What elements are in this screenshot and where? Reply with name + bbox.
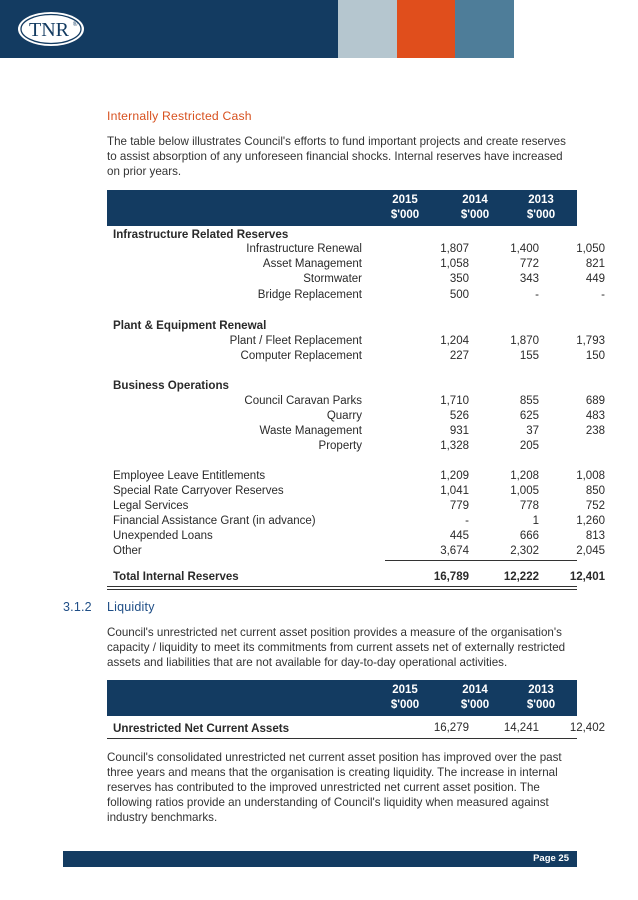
total-2015: 16,789 bbox=[433, 571, 469, 583]
table-row bbox=[107, 272, 605, 287]
intro-line: The table below illustrates Council's efforts to fund important projects and create reserves bbox=[107, 135, 566, 148]
cell-2013: 813 bbox=[585, 530, 605, 542]
row-label: Computer Replacement bbox=[240, 350, 362, 362]
cell-2013: 1,050 bbox=[576, 243, 605, 255]
cell-2014: 625 bbox=[519, 410, 539, 422]
para-line: following ratios provide an understanding of Council's liquidity when measured against bbox=[107, 796, 549, 809]
col-year: 2015 bbox=[392, 194, 418, 206]
table-row bbox=[107, 349, 605, 364]
row-label: Financial Assistance Grant (in advance) bbox=[113, 515, 316, 527]
table-row bbox=[107, 499, 605, 514]
col-year: 2014 bbox=[462, 684, 488, 696]
cell-2013: 689 bbox=[585, 395, 605, 407]
col-2015 bbox=[375, 683, 435, 713]
cell-2014: 772 bbox=[519, 258, 539, 270]
table-row bbox=[107, 439, 577, 454]
reserves-table-header bbox=[107, 190, 577, 226]
cell-2015: 350 bbox=[449, 273, 469, 285]
cell-2015: 1,710 bbox=[440, 395, 469, 407]
cell-2014: 1,005 bbox=[510, 485, 539, 497]
group-title-row bbox=[107, 318, 577, 333]
total-2014: 12,222 bbox=[503, 571, 539, 583]
total-row bbox=[107, 570, 605, 585]
col-2013 bbox=[511, 683, 571, 713]
table-row bbox=[107, 484, 605, 499]
page-number: Page 25 bbox=[533, 853, 569, 864]
col-year: 2013 bbox=[528, 194, 554, 206]
row-label: Asset Management bbox=[262, 258, 362, 270]
cell-2015: 445 bbox=[449, 530, 469, 542]
para-line: Council's unrestricted net current asset position provides a measure of the organisation's bbox=[107, 626, 562, 639]
table-row bbox=[107, 257, 605, 272]
cell-2015: 227 bbox=[449, 350, 469, 362]
row-label: Legal Services bbox=[113, 500, 189, 512]
cell-2015: 1,204 bbox=[440, 335, 469, 347]
table-row bbox=[107, 424, 605, 439]
cell-2013: 449 bbox=[585, 273, 605, 285]
intro-paragraph bbox=[107, 134, 577, 179]
section-number: 3.1.2 bbox=[63, 600, 92, 614]
group-title-row bbox=[107, 227, 577, 242]
cell-2013: 1,793 bbox=[576, 335, 605, 347]
total-label: Total Internal Reserves bbox=[113, 571, 239, 583]
cell-2014: 1 bbox=[532, 515, 539, 527]
table-row bbox=[107, 242, 605, 257]
para-line: assets and liabilities that are not available for day-to-day operational activities. bbox=[107, 656, 508, 669]
intro-line: to assist absorption of any unforeseen financial shocks. Internal reserves have increased bbox=[107, 150, 563, 163]
footer-bar bbox=[63, 851, 577, 867]
table-row bbox=[107, 721, 605, 736]
total-2013: 12,401 bbox=[569, 571, 605, 583]
total-rule-bottom bbox=[107, 589, 577, 590]
cell-2015: 931 bbox=[449, 425, 469, 437]
cell-2014: 37 bbox=[526, 425, 539, 437]
col-unit: $'000 bbox=[460, 209, 490, 221]
cell-2014: 14,241 bbox=[503, 722, 539, 734]
col-unit: $'000 bbox=[460, 699, 490, 711]
col-unit: $'000 bbox=[390, 699, 420, 711]
para-line: three years and means that the organisation is creating liquidity. The increase in internal bbox=[107, 766, 558, 779]
table-row bbox=[107, 288, 605, 303]
cell-2013: 238 bbox=[585, 425, 605, 437]
liquidity-rule bbox=[107, 738, 577, 739]
row-label: Infrastructure Renewal bbox=[246, 243, 362, 255]
cell-2015: 526 bbox=[449, 410, 469, 422]
para-line: capacity / liquidity to meet its commitments from current assets net of externally restricted bbox=[107, 641, 566, 654]
col-year: 2015 bbox=[392, 684, 418, 696]
col-2013 bbox=[511, 193, 571, 223]
para-line: reserves has contributed to the improved unrestricted net current asset position. The bbox=[107, 781, 540, 794]
table-row bbox=[107, 544, 605, 559]
total-rule-top bbox=[107, 586, 577, 587]
cell-2014: 205 bbox=[519, 440, 539, 452]
table-row bbox=[107, 409, 605, 424]
logo-text: TNR bbox=[29, 19, 69, 41]
group-title: Business Operations bbox=[113, 379, 229, 392]
cell-2013: 2,045 bbox=[576, 545, 605, 557]
tnr-logo bbox=[16, 10, 86, 48]
cell-2013: 150 bbox=[585, 350, 605, 362]
group-title-row bbox=[107, 378, 577, 393]
cell-2015: 1,328 bbox=[440, 440, 469, 452]
cell-2014: 2,302 bbox=[510, 545, 539, 557]
banner-steel-block bbox=[455, 0, 514, 58]
col-2014 bbox=[445, 193, 505, 223]
row-label: Other bbox=[113, 545, 142, 557]
row-label: Bridge Replacement bbox=[257, 289, 362, 301]
cell-2013: 1,008 bbox=[576, 470, 605, 482]
liquidity-table-header bbox=[107, 680, 577, 716]
cell-2013: 850 bbox=[585, 485, 605, 497]
row-label: Employee Leave Entitlements bbox=[113, 470, 266, 482]
row-label: Special Rate Carryover Reserves bbox=[113, 485, 284, 497]
cell-2014: 1,208 bbox=[510, 470, 539, 482]
table-row bbox=[107, 469, 605, 484]
col-year: 2014 bbox=[462, 194, 488, 206]
banner-orange-block bbox=[397, 0, 455, 58]
cell-2015: 500 bbox=[449, 289, 469, 301]
row-label: Unexpended Loans bbox=[113, 530, 213, 542]
para-line: Council's consolidated unrestricted net current asset position has improved over the past bbox=[107, 751, 562, 764]
table-row bbox=[107, 334, 605, 349]
section-heading-internal: Internally Restricted Cash bbox=[107, 109, 252, 123]
table-row bbox=[107, 514, 605, 529]
group-title: Infrastructure Related Reserves bbox=[113, 228, 289, 241]
table-row bbox=[107, 394, 605, 409]
col-unit: $'000 bbox=[390, 209, 420, 221]
cell-2013: 12,402 bbox=[569, 722, 605, 734]
cell-2015: 779 bbox=[449, 500, 469, 512]
cell-2013: 483 bbox=[585, 410, 605, 422]
row-label: Stormwater bbox=[303, 273, 362, 285]
cell-2013: 752 bbox=[585, 500, 605, 512]
section-heading-liquidity: Liquidity bbox=[107, 600, 155, 614]
para-line: industry benchmarks. bbox=[107, 811, 218, 824]
cell-2013: 1,260 bbox=[576, 515, 605, 527]
cell-2015: 1,209 bbox=[440, 470, 469, 482]
liquidity-paragraph-1 bbox=[107, 625, 577, 670]
row-label: Council Caravan Parks bbox=[244, 395, 362, 407]
cell-2015: 1,807 bbox=[440, 243, 469, 255]
header-banner bbox=[0, 0, 514, 58]
banner-grey-block bbox=[338, 0, 397, 58]
cell-2015: 3,674 bbox=[440, 545, 469, 557]
group-title: Plant & Equipment Renewal bbox=[113, 319, 267, 332]
col-year: 2013 bbox=[528, 684, 554, 696]
cell-2015: 1,041 bbox=[440, 485, 469, 497]
cell-2014: 778 bbox=[519, 500, 539, 512]
liquidity-paragraph-2 bbox=[107, 750, 577, 825]
cell-2014: 155 bbox=[519, 350, 539, 362]
cell-2014: 855 bbox=[519, 395, 539, 407]
col-2015 bbox=[375, 193, 435, 223]
table-row bbox=[107, 529, 605, 544]
intro-line: on prior years. bbox=[107, 165, 182, 178]
row-label: Unrestricted Net Current Assets bbox=[113, 722, 290, 735]
row-label: Waste Management bbox=[259, 425, 362, 437]
cell-2014: - bbox=[535, 289, 539, 301]
row-label: Plant / Fleet Replacement bbox=[229, 335, 362, 347]
col-2014 bbox=[445, 683, 505, 713]
cell-2013: 821 bbox=[585, 258, 605, 270]
banner-navy-block bbox=[0, 0, 338, 58]
cell-2014: 1,870 bbox=[510, 335, 539, 347]
row-label: Property bbox=[318, 440, 362, 452]
cell-2015: - bbox=[465, 515, 469, 527]
cell-2014: 1,400 bbox=[510, 243, 539, 255]
col-unit: $'000 bbox=[526, 209, 556, 221]
cell-2014: 666 bbox=[519, 530, 539, 542]
cell-2014: 343 bbox=[519, 273, 539, 285]
row-label: Quarry bbox=[326, 410, 362, 422]
col-unit: $'000 bbox=[526, 699, 556, 711]
cell-2015: 1,058 bbox=[440, 258, 469, 270]
cell-2015: 16,279 bbox=[433, 722, 469, 734]
cell-2013: - bbox=[601, 289, 605, 301]
logo-registered-mark: ® bbox=[73, 22, 78, 28]
subtotal-rule bbox=[385, 560, 577, 561]
